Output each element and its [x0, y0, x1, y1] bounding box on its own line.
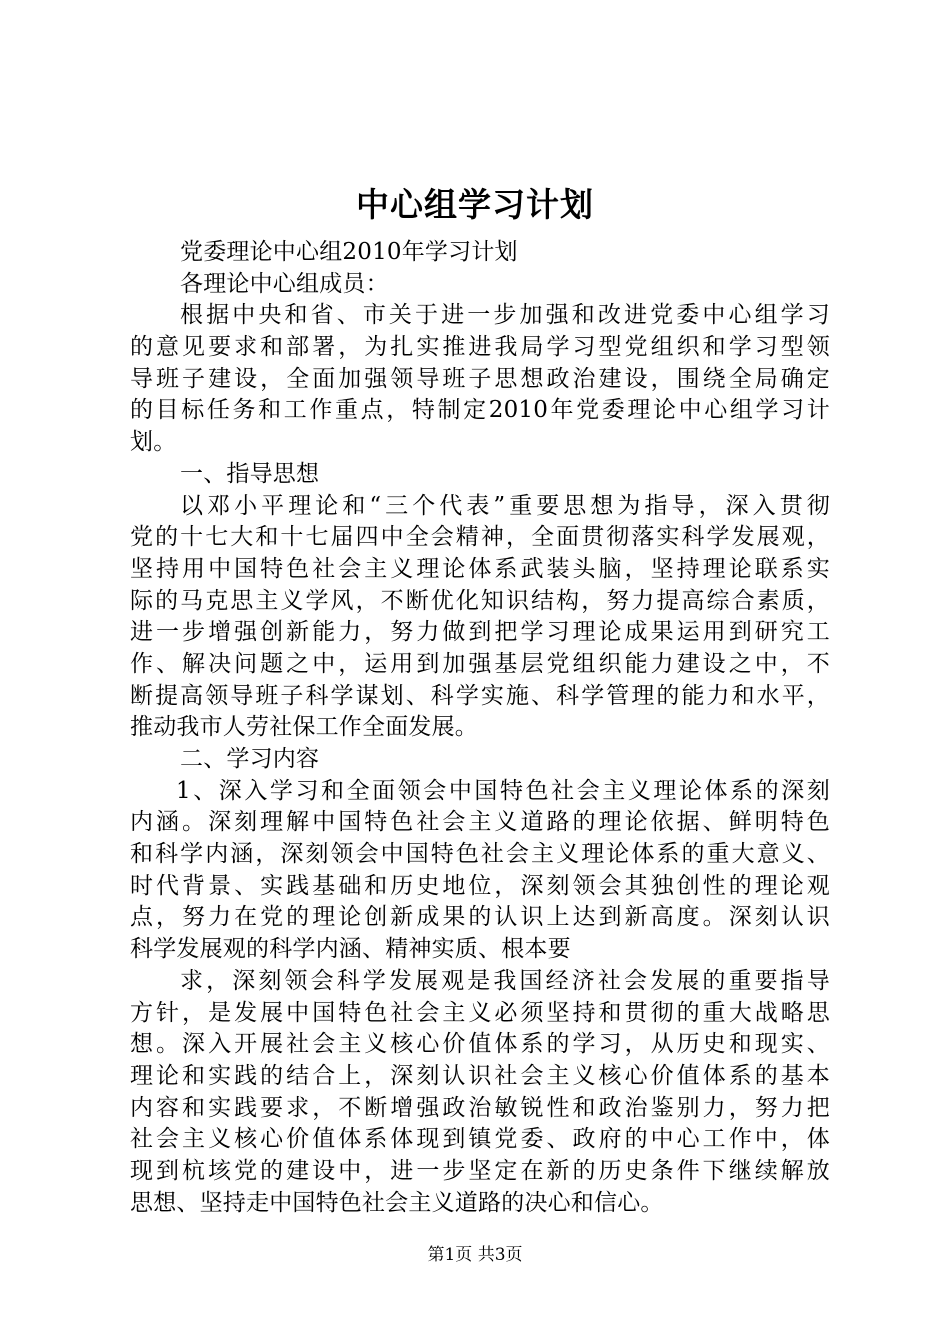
- content-line: 方针，是发展中国特色社会主义必须坚持和贯彻的重大战略思: [130, 999, 830, 1026]
- guiding-line: 进一步增强创新能力，努力做到把学习理论成果运用到研究工: [130, 619, 830, 646]
- content-line: 思想、坚持走中国特色社会主义道路的决心和信心。: [130, 1189, 664, 1216]
- page-indicator: 第1页 共3页: [427, 1245, 523, 1265]
- intro-line: 的意见要求和部署，为扎实推进我局学习型党组织和学习型领: [130, 334, 830, 361]
- content-line: 时代背景、实践基础和历史地位，深刻领会其独创性的理论观: [130, 872, 830, 899]
- content-line: 点，努力在党的理论创新成果的认识上达到新高度。深刻认识: [130, 904, 830, 931]
- content-line: 想。深入开展社会主义核心价值体系的学习，从历史和现实、: [130, 1031, 830, 1058]
- guiding-line: 以邓小平理论和“三个代表”重要思想为指导，深入贯彻: [180, 492, 830, 519]
- document-title: 中心组学习计划: [356, 185, 594, 224]
- guiding-line: 推动我市人劳社保工作全面发展。: [130, 714, 478, 741]
- plan-subtitle: 党委理论中心组2010年学习计划: [180, 239, 518, 265]
- section-heading-guiding-ideology: 一、指导思想: [180, 460, 320, 487]
- content-line: 内涵。深刻理解中国特色社会主义道路的理论依据、鲜明特色: [130, 809, 830, 836]
- content-line: 和科学内涵，深刻领会中国特色社会主义理论体系的重大意义、: [130, 841, 830, 868]
- content-line: 1、深入学习和全面领会中国特色社会主义理论体系的深刻: [176, 777, 830, 804]
- intro-line: 划。: [130, 429, 177, 456]
- salutation: 各理论中心组成员：: [180, 270, 389, 297]
- content-line: 社会主义核心价值体系体现到镇党委、政府的中心工作中，体: [130, 1126, 830, 1153]
- guiding-line: 党的十七大和十七届四中全会精神，全面贯彻落实科学发展观，: [130, 524, 830, 551]
- content-line: 求，深刻领会科学发展观是我国经济社会发展的重要指导: [180, 967, 830, 994]
- document-body: [130, 237, 830, 1219]
- guiding-line: 断提高领导班子科学谋划、科学实施、科学管理的能力和水平，: [130, 682, 830, 709]
- intro-line: 的目标任务和工作重点，特制定2010年党委理论中心组学习计: [130, 397, 830, 424]
- content-line: 现到杭垓党的建设中，进一步坚定在新的历史条件下继续解放: [130, 1157, 830, 1184]
- guiding-line: 际的马克思主义学风，不断优化知识结构，努力提高综合素质，: [130, 587, 830, 614]
- section-heading-study-content: 二、学习内容: [180, 746, 320, 772]
- content-line: 理论和实践的结合上，深刻认识社会主义核心价值体系的基本: [130, 1062, 830, 1089]
- content-line: 内容和实践要求，不断增强政治敏锐性和政治鉴别力，努力把: [130, 1094, 830, 1121]
- intro-line: 导班子建设，全面加强领导班子思想政治建设，围绕全局确定: [130, 365, 830, 392]
- guiding-line: 作、解决问题之中，运用到加强基层党组织能力建设之中，不: [130, 650, 830, 677]
- content-line: 科学发展观的科学内涵、精神实质、根本要: [130, 936, 571, 963]
- intro-line: 根据中央和省、市关于进一步加强和改进党委中心组学习: [180, 302, 830, 329]
- guiding-line: 坚持用中国特色社会主义理论体系武装头脑，坚持理论联系实: [130, 555, 830, 582]
